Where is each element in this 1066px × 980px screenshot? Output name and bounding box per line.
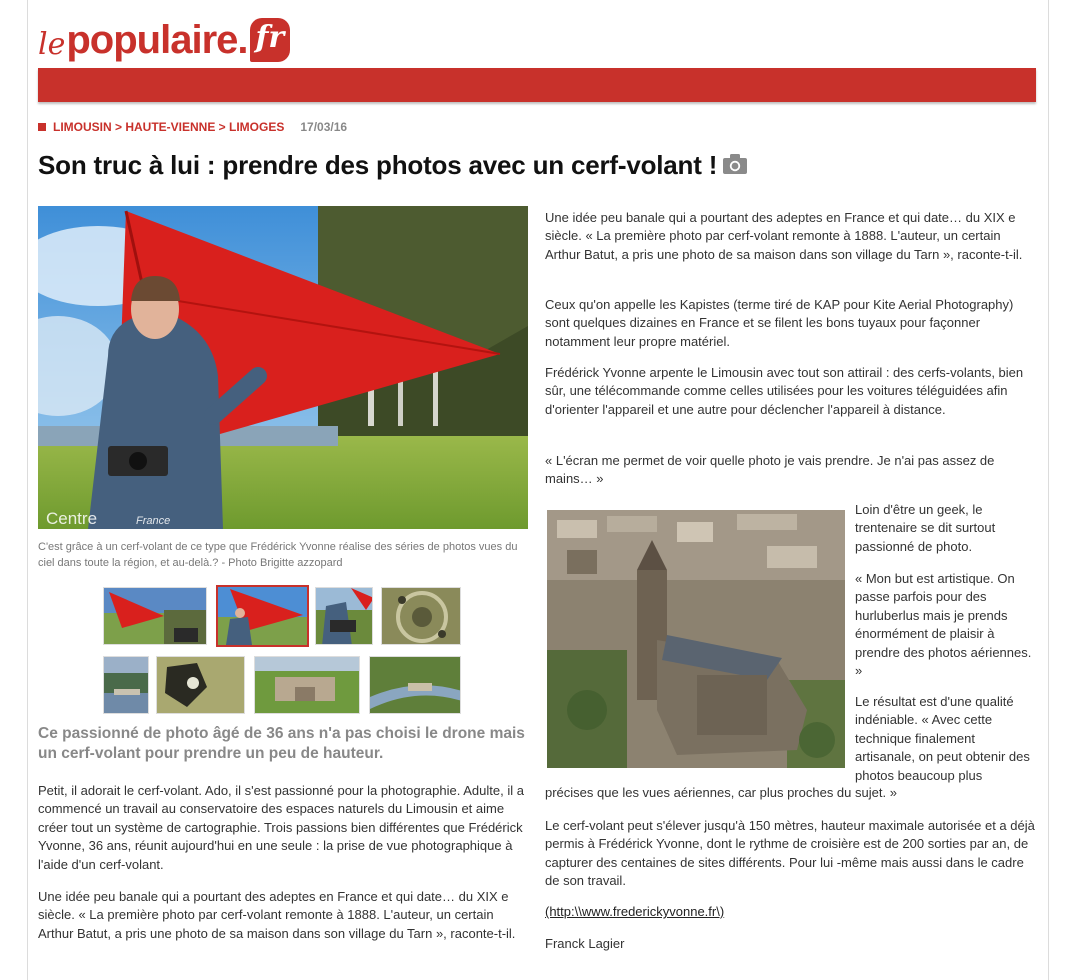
- photo-watermark: Centre: [46, 509, 98, 528]
- main-photo[interactable]: [38, 206, 528, 529]
- site-logo[interactable]: [38, 8, 290, 60]
- gallery-thumb[interactable]: [254, 656, 360, 714]
- side-paragraph: « Mon but est artistique. On passe parfois pour des hurluberlus mais je prends énormément de plaisir à prendre des photos aériennes. »: [855, 571, 1032, 679]
- article-title: [38, 150, 747, 181]
- gallery-thumb[interactable]: [369, 656, 461, 714]
- website-link-paragraph: [545, 903, 1037, 921]
- gallery-thumb-selected[interactable]: [216, 585, 309, 647]
- logo-prefix: le: [38, 27, 66, 62]
- breadcrumb-path[interactable]: LIMOUSIN > HAUTE-VIENNE > LIMOGES: [53, 120, 285, 134]
- gallery-thumb[interactable]: [103, 656, 149, 714]
- article-date: 17/03/16: [300, 120, 348, 134]
- side-paragraph: Loin d'être un geek, le trentenaire se dit surtout passionné de photo.: [855, 502, 996, 554]
- limoges-aerial-photo[interactable]: [547, 510, 845, 768]
- gallery-thumb[interactable]: [156, 656, 245, 714]
- website-link[interactable]: (http:\\www.frederickyvonne.fr\): [545, 904, 725, 919]
- logo-dot: .: [237, 18, 248, 62]
- camera-icon[interactable]: [723, 154, 747, 174]
- right-paragraph: Une idée peu banale qui a pourtant des adeptes en France et qui date… du XIX e siècle. « La première photo par cerf-volant remonte à 1888. L'auteur, un certain Arthur Batut, a pris une photo de sa maison dans son village du Tarn », raconte-t-il.: [545, 210, 1023, 262]
- logo-suffix: fr: [250, 18, 291, 62]
- breadcrumb: [38, 120, 347, 134]
- gallery-thumb[interactable]: [381, 587, 461, 645]
- logo-name: populaire: [66, 18, 238, 62]
- left-paragraph: Petit, il adorait le cerf-volant. Ado, il s'est passionné pour la photographie. Adulte, il a commencé un travail au conservatoire des espaces naturels du Limousin et aime créer tout un système de cartographie. Trois passions bien différentes que Frédérick Yvonne, 36 ans, réunit aujourd'hui en une seule : la prise de vue photographique à l'aide d'un cerf-volant.: [38, 783, 524, 872]
- side-paragraph: Le résultat est d'une qualité indéniable. « Avec cette technique finalement artisanale, on peut obtenir des photos beaucoup plus: [855, 694, 1030, 783]
- photo-watermark-sub: France: [136, 515, 171, 527]
- final-paragraph: Le cerf-volant peut s'élever jusqu'à 150 mètres, hauteur maximale autorisée et a déjà permis à Frédérick Yvonne, dont le rythme de croisière est de 200 sorties par an, de capturer des centaines de sites différents. Pour lui -même mais aussi dans le cadre de son travail.: [545, 818, 1035, 889]
- article-title-text: Son truc à lui : prendre des photos avec un cerf-volant !: [38, 150, 718, 180]
- article-author: Franck Lagier: [545, 936, 625, 951]
- right-paragraph: Frédérick Yvonne arpente le Limousin avec tout son attirail : des cerfs-volants, bien sûr, une télécommande comme celles utilisées pour les voitures téléguidées afin d'orienter l'appareil et une autre pour déclencher l'appareil à distance.: [545, 365, 1024, 417]
- breadcrumb-square-icon: [38, 123, 46, 131]
- photo-caption: C'est grâce à un cerf-volant de ce type que Frédérick Yvonne réalise des séries de photos vues du ciel dans toute la région, et au-delà.? - Photo Brigitte azzopard: [38, 541, 518, 569]
- nav-bar: [38, 68, 1036, 102]
- left-paragraph: Une idée peu banale qui a pourtant des adeptes en France et qui date… du XIX e siècle. « La première photo par cerf-volant remonte à 1888. L'auteur, un certain Arthur Batut, a pris une photo de sa maison dans son village du Tarn », raconte-t-il.: [38, 889, 516, 941]
- right-paragraph: « L'écran me permet de voir quelle photo je vais prendre. Je n'ai pas assez de mains… »: [545, 453, 995, 487]
- gallery-thumb[interactable]: [315, 587, 373, 645]
- continued-paragraph: précises que les vues aériennes, car plus proches du sujet. »: [545, 785, 897, 800]
- article-lead: Ce passionné de photo âgé de 36 ans n'a pas choisi le drone mais un cerf-volant pour prendre un peu de hauteur.: [38, 725, 525, 762]
- right-paragraph: Ceux qu'on appelle les Kapistes (terme tiré de KAP pour Kite Aerial Photography) sont quelques dizaines en France et se filent les bons tuyaux pour façonner notamment leur propre matériel.: [545, 297, 1014, 349]
- gallery-thumb[interactable]: [103, 587, 207, 645]
